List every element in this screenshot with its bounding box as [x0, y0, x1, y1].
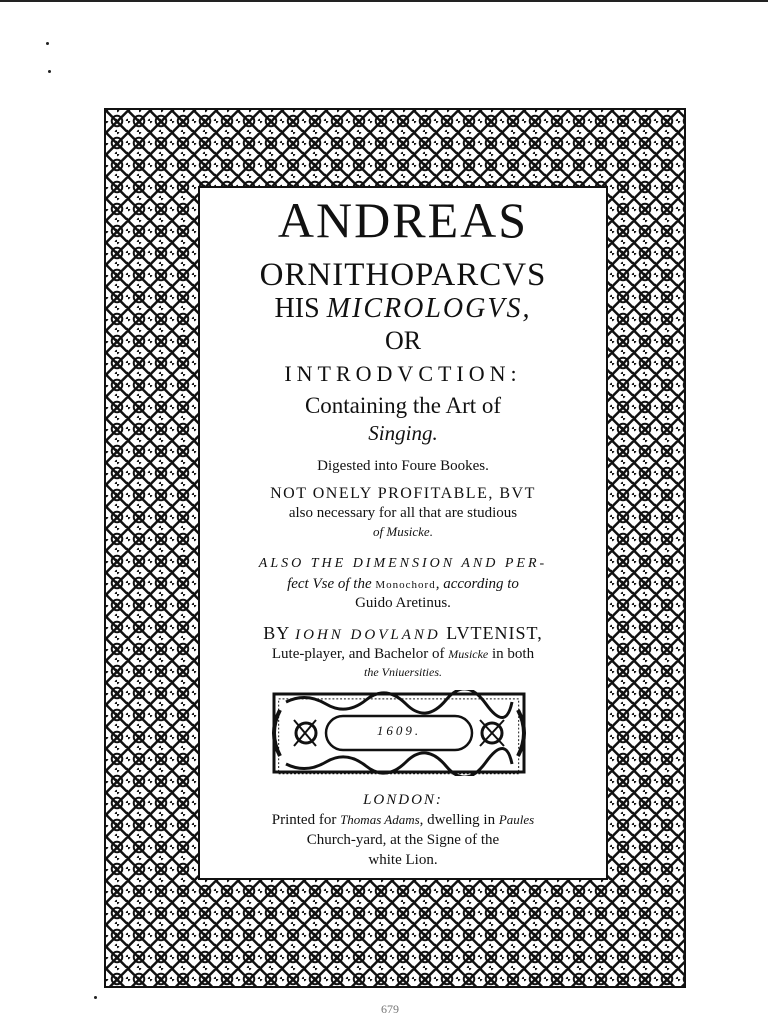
translator-line	[198, 622, 608, 646]
scan-top-edge	[0, 0, 768, 2]
musicke-word: Musicke	[448, 647, 489, 661]
paper-speck	[48, 70, 51, 73]
bachelor-line	[198, 644, 608, 664]
monochord-line	[198, 574, 608, 595]
lutenist-word: LVTENIST,	[440, 623, 543, 643]
imprint-place: LONDON:	[363, 792, 443, 808]
monochord-word: Monochord	[375, 579, 436, 591]
work-title-line	[198, 293, 608, 325]
introduction-line: INTRODVCTION:	[284, 361, 522, 386]
musicke-line: of Musicke.	[373, 524, 433, 539]
micrologus-word: MICROLOGVS,	[326, 293, 532, 324]
containing-line: Containing the Art of	[304, 393, 502, 418]
publication-year: 1609.	[376, 723, 422, 738]
author-surname: ORNITHOPARCVS	[259, 257, 547, 293]
imprint-printer-line	[198, 810, 608, 830]
his-word: HIS	[274, 293, 327, 324]
lute-player-text: Lute-player, and Bachelor of	[271, 646, 449, 662]
paper-speck	[94, 996, 97, 999]
printed-for-text: Printed for	[271, 812, 341, 828]
imprint-lion-line: white Lion.	[368, 852, 438, 868]
dwelling-text: , dwelling in	[419, 812, 499, 828]
universities-line: the Vniuersities.	[364, 665, 442, 679]
imprint-church-line: Church-yard, at the Signe of the	[306, 832, 500, 848]
by-word: BY	[263, 623, 296, 643]
not-onely-line: NOT ONELY PROFITABLE, BVT	[270, 485, 536, 502]
folio-mark: 679	[381, 1002, 399, 1016]
paper-speck	[46, 42, 49, 45]
or-line: OR	[384, 326, 422, 355]
translator-name: IOHN DOVLAND	[295, 627, 441, 643]
digested-line: Digested into Foure Bookes.	[317, 458, 489, 474]
guido-line: Guido Aretinus.	[355, 595, 451, 611]
necessary-line: also necessary for all that are studious	[288, 505, 518, 521]
publisher-name: Thomas Adams	[340, 812, 420, 827]
dimension-line: ALSO THE DIMENSION AND PER-	[258, 556, 548, 571]
singing-line: Singing.	[368, 421, 438, 445]
fect-vse-text: fect Vse of the	[287, 576, 376, 592]
author-first-name: ANDREAS	[277, 192, 529, 248]
in-both-text: in both	[488, 646, 535, 662]
according-text: , according to	[435, 576, 519, 592]
paules-word: Paules	[498, 812, 535, 827]
